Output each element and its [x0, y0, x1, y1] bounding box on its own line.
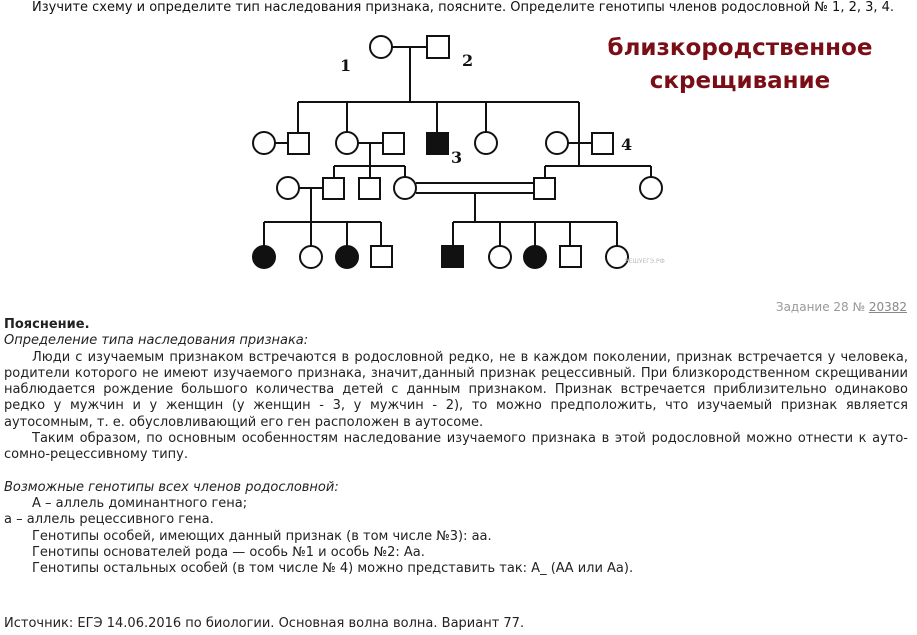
genotypes-subheading: Возможные генотипы всех членов родословной:: [4, 479, 339, 495]
other-genotypes: Генотипы остальных особей (в том числе № 4) можно представить так: А_ (АА или Аа).: [32, 561, 634, 577]
watermark: РЕШУЕГЭ.РФ: [625, 258, 665, 265]
iv-male-3: [560, 246, 581, 267]
generation-2: [253, 102, 613, 166]
iii-male-1: [323, 178, 344, 199]
iii-male-3: [534, 178, 555, 199]
recessive-allele: а – аллель рецессивного гена.: [4, 512, 214, 528]
iv-affected-female-5: [524, 246, 546, 268]
iv-affected-female-3: [336, 246, 358, 268]
iii-male-2: [359, 178, 380, 199]
ii-female-4: [546, 132, 568, 154]
conclusion-paragraph: Таким образом, по основным особенностям наследование изучаемого признака в этой родословной можно отнести к ауто-сомно-рецессивному типу.: [4, 431, 908, 463]
explanation-block: [4, 317, 908, 577]
affected-genotypes: Генотипы особей, имеющих данный признак (в том числе №3): аа.: [32, 528, 492, 544]
iii-female-2: [394, 177, 416, 199]
ii-male-1b: [288, 133, 309, 154]
label-4: 4: [621, 135, 633, 154]
iii-female-3: [640, 177, 662, 199]
iv-female-2: [300, 246, 322, 268]
iv-affected-female-1: [253, 246, 275, 268]
iv-female-4: [489, 246, 511, 268]
inheritance-subheading: Определение типа наследования признака:: [4, 333, 309, 349]
task-reference-prefix: Задание 28 №: [775, 300, 865, 314]
generation-4: [253, 222, 628, 268]
generation-3: [276, 154, 662, 222]
ii-female-3: [475, 132, 497, 154]
source-line: Источник: ЕГЭ 14.06.2016 по биологии. Основная волна волна. Вариант 77.: [4, 616, 525, 631]
iv-affected-male-2: [442, 246, 463, 267]
task-number-link[interactable]: 20382: [868, 300, 907, 314]
task-reference: [776, 300, 907, 314]
label-2: 2: [462, 51, 474, 70]
member-4-male: [592, 133, 613, 154]
ii-female-1: [253, 132, 275, 154]
dominant-allele: А – аллель доминантного гена;: [32, 495, 248, 511]
member-1-female: [370, 36, 392, 58]
explanation-heading: Пояснение.: [4, 317, 90, 332]
iv-male-1: [371, 246, 392, 267]
ii-male-2: [383, 133, 404, 154]
caption-line-1: близкородственное: [607, 35, 873, 61]
task-statement: Изучите схему и определите тип наследования признака, поясните. Определите генотипы членов родословной № 1, 2, 3, 4.: [32, 0, 895, 15]
founder-genotypes: Генотипы основателей рода — особь №1 и особь №2: Аа.: [32, 544, 425, 560]
iii-female-1: [277, 177, 299, 199]
label-1: 1: [340, 56, 352, 75]
inheritance-paragraph: Люди с изучаемым признаком встречаются в родословной редко, не в каждом поколении, признак встречается у человека, родители которого не имеют изучаемого признака, значит,данный признак рецессивный. При близкородственном скрещивании наблюдается рождение большого количества детей с данным признаком. Признак встречается приблизительно одинаково редко у мужчин и у женщин (у женщин - 3, у мужчин - 2), то можно предположить, что изучаемый признак является аутосомным, т. е. обусловливающий его ген расположен в аутосоме.: [4, 349, 908, 430]
caption-line-2: скрещивание: [649, 68, 831, 94]
label-3: 3: [451, 148, 463, 167]
inbreeding-caption: [590, 32, 890, 98]
member-3-affected-male: [427, 133, 448, 154]
ii-female-2: [336, 132, 358, 154]
member-2-male: [427, 36, 449, 58]
